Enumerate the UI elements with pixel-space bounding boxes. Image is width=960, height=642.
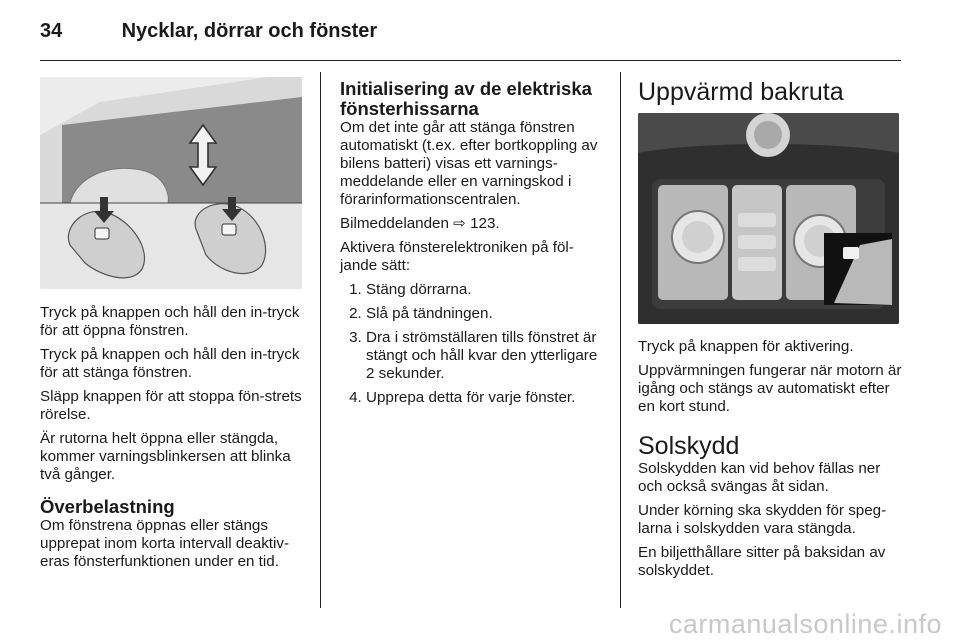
paragraph-ticket-holder: En biljetthållare sitter på baksidan av solskyddet.: [638, 544, 886, 579]
heading-overload: Överbelastning: [40, 496, 175, 517]
page-header: [40, 20, 377, 43]
column-2: [340, 79, 608, 413]
step-item: 4. Upprepa detta för varje fönster.: [366, 389, 608, 407]
steps-list: [340, 281, 608, 407]
heading-heated-rear-window: Uppvärmd bakruta: [638, 78, 844, 106]
window-key-illustration: [40, 77, 302, 289]
column-3: [638, 338, 904, 586]
paragraph-close-windows: Tryck på knappen och håll den in-tryck för att stänga fönstren.: [40, 346, 300, 381]
paragraph-stop: Släpp knappen för att stoppa fön-strets rörelse.: [40, 388, 302, 423]
step-item: 3. Dra i strömställaren tills fönstret är stängt och håll kvar den ytterligare 2 sekunder.: [366, 329, 608, 383]
page-number: 34: [40, 20, 63, 42]
column-divider-2: [620, 72, 621, 608]
column-1: [40, 304, 308, 577]
column-divider-1: [320, 72, 321, 608]
paragraph-init-intro: Om det inte går att stänga fönstren automatiskt (t.ex. efter bortkoppling av bilens batteri) visas ett varnings-meddelande eller en varningskod i förarinformationscentralen.: [340, 119, 598, 208]
watermark: carmanualsonline.info: [668, 609, 942, 639]
paragraph-hazard: Är rutorna helt öppna eller stängda, kommer varningsblinkersen att blinka två gånger.: [40, 430, 291, 483]
heading-sun-visor: Solskydd: [638, 432, 740, 460]
paragraph-vehicle-messages: Bilmeddelanden ⇨ 123.: [340, 215, 500, 232]
heading-initialization: Initialisering av de elektriska fönsterhissarna: [340, 78, 592, 119]
climate-panel-illustration: [638, 113, 899, 324]
paragraph-activate: Aktivera fönsterelektroniken på föl-jande sätt:: [340, 239, 574, 274]
header-rule: [40, 60, 901, 61]
step-item: 1. Stäng dörrarna.: [366, 281, 608, 299]
column-3-heading-block: [638, 78, 902, 106]
chapter-title: Nycklar, dörrar och fönster: [121, 20, 378, 42]
paragraph-press-button: Tryck på knappen för aktivering.: [638, 338, 854, 355]
step-item: 2. Slå på tändningen.: [366, 305, 608, 323]
paragraph-visor-fold: Solskydden kan vid behov fällas ner och också svängas åt sidan.: [638, 460, 881, 495]
paragraph-visor-mirror: Under körning ska skydden för speg-larna i solskydden vara stängda.: [638, 502, 887, 537]
paragraph-overload: Om fönstrena öppnas eller stängs upprepat inom korta intervall deaktiv-eras fönsterfunktionen under en tid.: [40, 517, 290, 570]
paragraph-heating-info: Uppvärmningen fungerar när motorn är igång och stängs av automatiskt efter en kort stund.: [638, 362, 902, 415]
paragraph-open-windows: Tryck på knappen och håll den in-tryck för att öppna fönstren.: [40, 304, 300, 339]
